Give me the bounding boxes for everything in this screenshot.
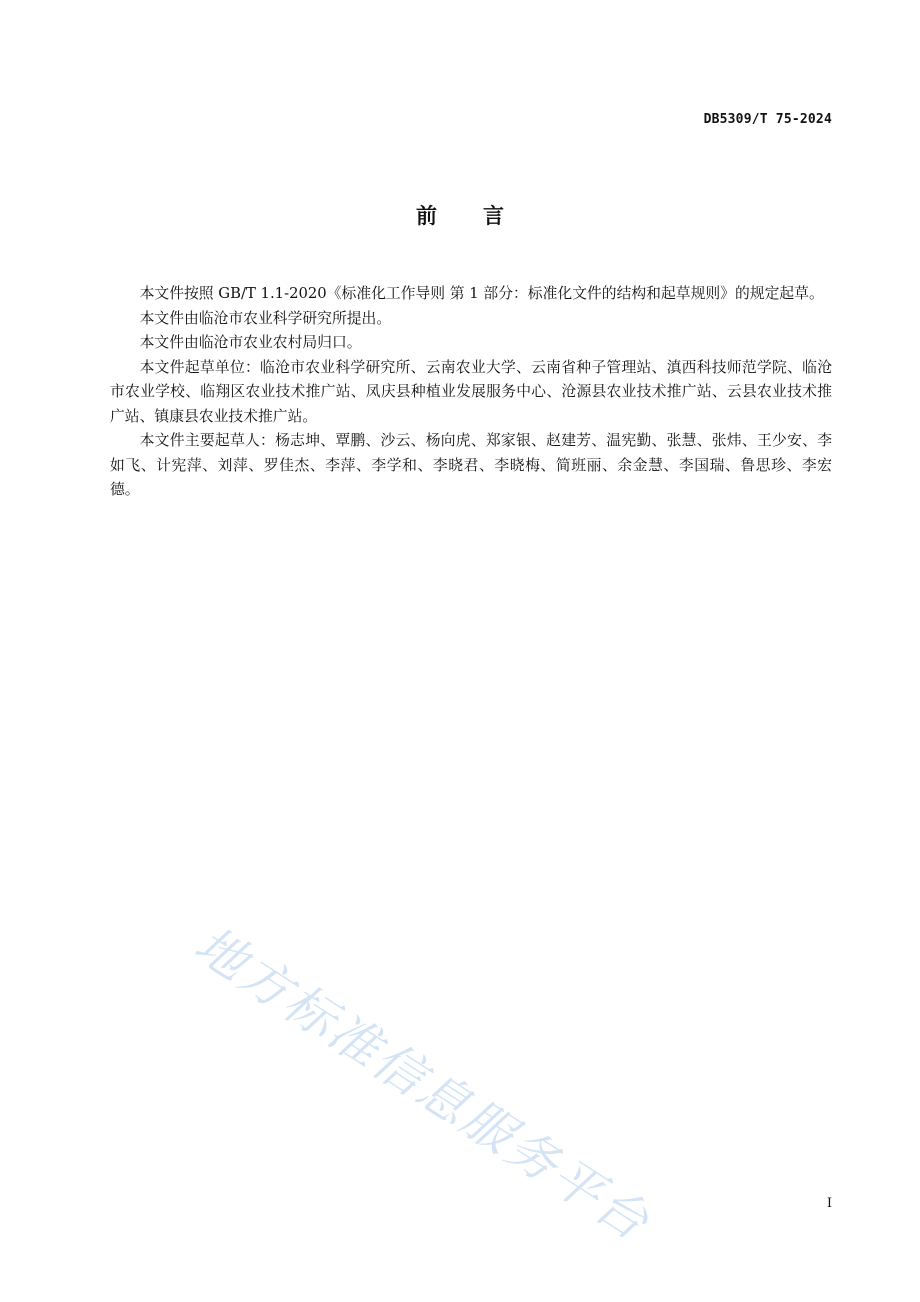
paragraph-administrator: 本文件由临沧市农业农村局归口。 [139, 334, 362, 351]
paragraph-drafting-rules: 本文件按照 GB/T 1.1-2020《标准化工作导则 第 1 部分：标准化文件的结构和起草规则》的规定起草。 [139, 285, 824, 302]
page-number: I [826, 1196, 832, 1211]
paragraph-drafters: 本文件主要起草人：杨志坤、覃鹏、沙云、杨向虎、郑家银、赵建芳、温宪勤、张慧、张炜、王少安、李如飞、计宪萍、刘萍、罗佳杰、李萍、李学和、李晓君、李晓梅、简班丽、余金慧、李国瑞、鲁思珍、李宏德。 [110, 432, 832, 498]
paragraph-proposer: 本文件由临沧市农业科学研究所提出。 [139, 309, 392, 327]
paragraph-drafting-units: 本文件起草单位：临沧市农业科学研究所、云南农业大学、云南省种子管理站、滇西科技师范学院、临沧市农业学校、临翔区农业技术推广站、凤庆县种植业发展服务中心、沧源县农业技术推广站、云县农业技术推广站、镇康县农业技术推广站。 [110, 358, 832, 425]
page-title: 前言 [416, 204, 550, 228]
document-code: DB5309/T 75-2024 [703, 112, 832, 127]
foreword-body [110, 282, 832, 503]
watermark: 地方标准信息服务平台 [184, 915, 661, 1253]
